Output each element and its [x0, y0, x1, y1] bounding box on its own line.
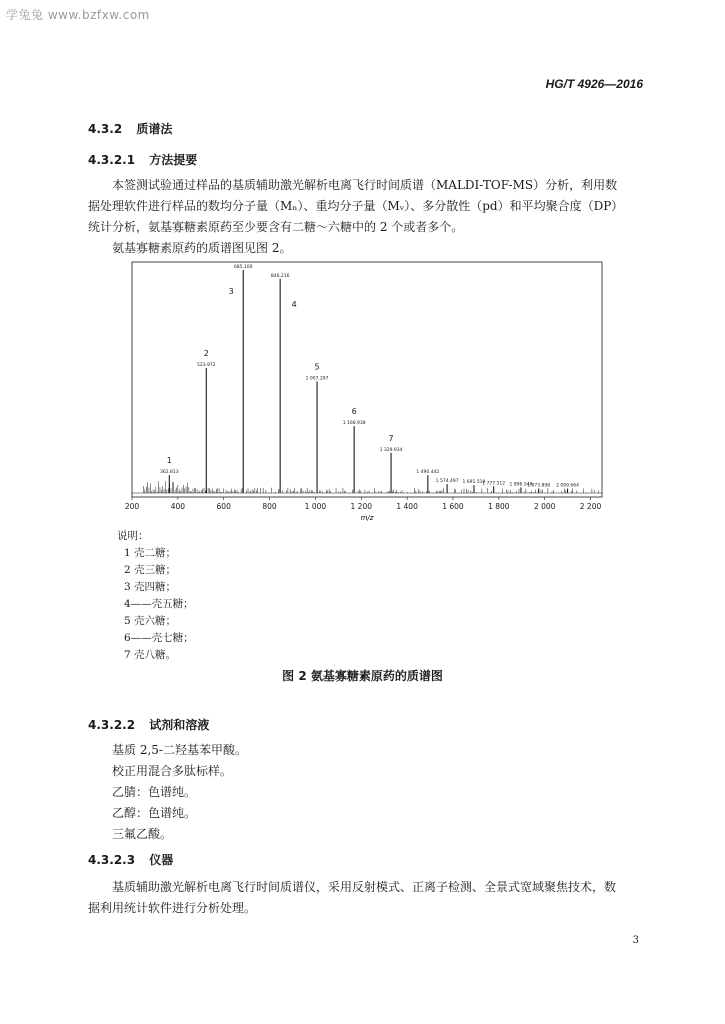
section-title: 方法提要: [149, 153, 198, 167]
legend-title: 说明：: [117, 530, 149, 542]
peak-mz-label: 685.100: [233, 265, 253, 270]
section-4-3-2-heading: [88, 120, 172, 137]
paragraph-line: 基质辅助激光解析电离飞行时间质谱仪，采用反射模式、正离子检测、全景式宽域聚焦技术，数: [112, 880, 617, 894]
peak-mz-label: 1 896.548: [509, 482, 533, 488]
x-tick-label: 1 800: [488, 502, 510, 511]
watermark: 学兔兔 www.bzfxw.com: [6, 8, 150, 22]
peak-mz-label: 1 574.497: [435, 479, 459, 485]
legend-item: 4——壳五糖；: [124, 598, 194, 610]
reagent-item: 乙醇：色谱纯。: [112, 806, 197, 820]
peak-mz-label: 523.972: [196, 363, 216, 369]
x-tick-label: 400: [170, 502, 186, 511]
legend-item: 6——壳七糖；: [124, 632, 194, 644]
x-axis-ticks: [125, 497, 602, 511]
paragraph-line: 据处理软件进行样品的数均分子量（Mₙ）、重均分子量（Mᵥ）、多分散性（pd）和平均聚合度（DP）: [88, 199, 624, 213]
figure-caption: 图 2 氨基寡糖素原药的质谱图: [282, 669, 443, 683]
x-axis-label: m/z: [360, 514, 374, 522]
peak-number-label: 1: [166, 456, 172, 466]
section-number: 4.3.2: [88, 122, 123, 136]
x-tick-label: 1 200: [350, 502, 373, 511]
legend-item: 1 壳二糖；: [124, 547, 177, 559]
peak-mz-label: 2 099.664: [556, 483, 579, 489]
x-tick-label: 1 600: [442, 502, 464, 511]
legend-item: 3 壳四糖；: [124, 581, 177, 593]
section-number: 4.3.2.3: [88, 853, 136, 867]
x-tick-label: 1 000: [304, 502, 327, 511]
section-4-3-2-3-heading: [88, 851, 173, 868]
peak-number-label: 2: [203, 349, 209, 359]
peak-number-label: 3: [228, 287, 234, 296]
peak-mz-label: 1 777.512: [482, 481, 506, 487]
page-number: 3: [632, 935, 639, 946]
standard-number: HG/T 4926—2016: [545, 77, 643, 91]
x-tick-label: 2 200: [579, 502, 602, 511]
reagent-item: 基质 2,5-二羟基苯甲酸。: [112, 743, 247, 757]
peak-number-label: 5: [314, 362, 320, 372]
section-title: 仪器: [149, 853, 174, 867]
paragraph-line: 统计分析，氨基寡糖素原药至少要含有二糖～六糖中的 2 个或者多个。: [88, 220, 464, 234]
x-tick-label: 200: [124, 502, 140, 511]
peak-number-label: 6: [351, 407, 357, 417]
peak-mz-label: 362.813: [160, 470, 179, 476]
peak-mz-label: 846.216: [270, 273, 290, 279]
peak-mz-label: 1 007.297: [305, 376, 329, 382]
section-title: 试剂和溶液: [149, 718, 210, 732]
reagent-item: 校正用混合多肽标样。: [112, 764, 233, 778]
paragraph-line: 氨基寡糖素原药的质谱图见图 2。: [112, 241, 292, 255]
peak-mz-label: 1 691.519: [462, 480, 486, 486]
peak-mz-label: 1 973.898: [527, 483, 551, 489]
x-tick-label: 1 400: [396, 502, 418, 511]
reagent-item: 三氟乙酸。: [112, 827, 173, 841]
mass-spectrum-chart: [120, 258, 610, 528]
section-number: 4.3.2.1: [88, 153, 136, 167]
x-tick-label: 600: [216, 502, 231, 511]
section-number: 4.3.2.2: [88, 718, 136, 732]
paragraph-line: 本签测试验通过样品的基质辅助激光解析电离飞行时间质谱（MALDI-TOF-MS）分析，利用数: [112, 178, 618, 192]
reagent-item: 乙腈：色谱纯。: [112, 785, 197, 799]
peak-mz-label: 1 168.938: [342, 421, 366, 427]
x-tick-label: 800: [262, 502, 277, 511]
legend-item: 2 壳三糖；: [124, 564, 177, 576]
plot-frame: [132, 262, 602, 497]
paragraph-line: 据利用统计软件进行分析处理。: [88, 901, 257, 915]
section-4-3-2-2-heading: [88, 716, 209, 733]
peak-mz-label: 1 329.934: [379, 447, 403, 453]
legend-item: 7 壳八糖。: [124, 649, 177, 661]
legend-item: 5 壳六糖；: [124, 615, 177, 627]
peak-number-label: 7: [388, 433, 394, 443]
x-tick-label: 2 000: [533, 502, 556, 511]
peak-mz-label: 1 490.442: [416, 470, 440, 476]
peak-number-label: 4: [291, 299, 297, 309]
peaks-layer: [160, 264, 579, 493]
section-title: 质谱法: [136, 122, 173, 136]
section-4-3-2-1-heading: [88, 151, 197, 168]
